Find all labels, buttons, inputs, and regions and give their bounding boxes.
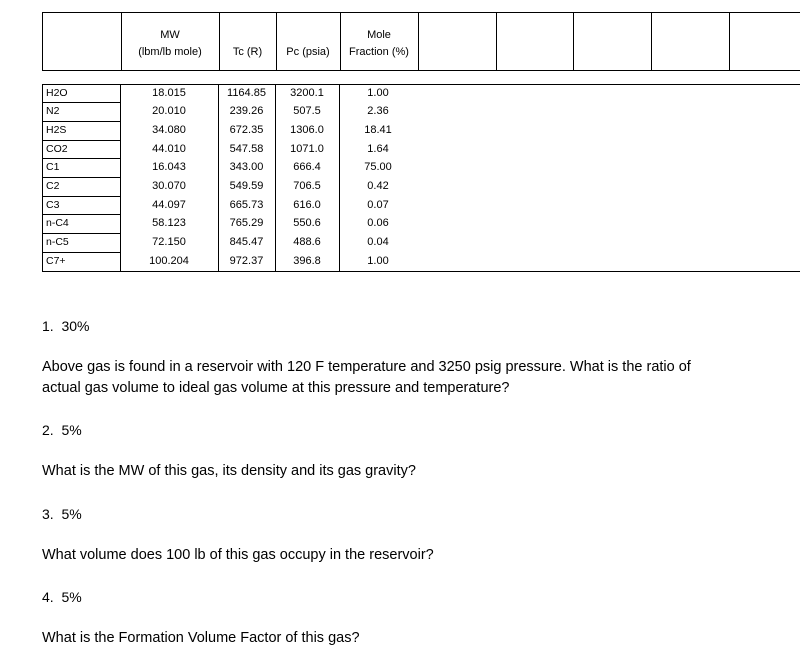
- component-name: H2O: [46, 87, 68, 99]
- mw-value: 44.097: [152, 199, 186, 211]
- mole-value: 0.04: [367, 236, 389, 248]
- mw-value: 18.015: [152, 87, 186, 99]
- question-3-text: What volume does 100 lb of this gas occupy in the reservoir?: [42, 547, 434, 563]
- mw-value: 16.043: [152, 161, 186, 173]
- question-3-label: [42, 505, 82, 523]
- tc-value: 972.37: [229, 255, 264, 267]
- component-name: CO2: [46, 143, 68, 155]
- mole-value: 1.64: [367, 143, 389, 155]
- question-number: 3.: [42, 506, 54, 522]
- tc-value: 672.35: [229, 124, 264, 136]
- pc-value: 507.5: [293, 105, 321, 117]
- mw-value: 100.204: [149, 255, 189, 267]
- tc-value: 845.47: [229, 236, 264, 248]
- mw-value: 30.070: [152, 180, 186, 192]
- tc-value: 1164.85: [227, 87, 266, 99]
- pc-value: 396.8: [293, 255, 321, 267]
- tc-value: 665.73: [229, 199, 264, 211]
- mole-value: 0.42: [367, 180, 389, 192]
- tc-value: 549.59: [229, 180, 264, 192]
- question-number: 1.: [42, 318, 54, 334]
- question-1-label: [42, 317, 90, 335]
- table-header: [42, 12, 800, 71]
- mole-value: 75.00: [364, 161, 392, 173]
- mole-value: 1.00: [367, 87, 389, 99]
- column-divider: [42, 84, 43, 272]
- component-name: N2: [46, 105, 60, 117]
- question-4-text: What is the Formation Volume Factor of this gas?: [42, 630, 360, 646]
- question-weight: 5%: [61, 422, 82, 438]
- column-divider: [496, 13, 497, 70]
- component-name: C2: [46, 180, 60, 192]
- header-mw: MW: [160, 29, 180, 41]
- question-number: 2.: [42, 422, 54, 438]
- pc-value: 666.4: [293, 161, 321, 173]
- question-2-label: [42, 421, 82, 439]
- tc-value: 765.29: [229, 217, 264, 229]
- component-name: C1: [46, 161, 60, 173]
- question-4-label: [42, 588, 82, 606]
- mole-value: 18.41: [364, 124, 392, 136]
- mw-value: 44.010: [152, 143, 186, 155]
- question-2-text: What is the MW of this gas, its density and its gas gravity?: [42, 463, 416, 479]
- header-mole-fraction: Fraction (%): [349, 46, 409, 58]
- row-line: [42, 271, 800, 272]
- header-mole: Mole: [367, 29, 391, 41]
- column-divider: [418, 13, 419, 70]
- component-name: n-C4: [46, 217, 69, 229]
- pc-value: 1306.0: [290, 124, 324, 136]
- header-tc: Tc (R): [232, 46, 263, 58]
- mole-value: 0.07: [367, 199, 389, 211]
- header-pc: Pc (psia): [286, 46, 330, 58]
- question-number: 4.: [42, 589, 54, 605]
- tc-value: 547.58: [229, 143, 264, 155]
- column-divider: [651, 13, 652, 70]
- header-mw-unit: (lbm/lb mole): [138, 46, 202, 58]
- component-table: [42, 84, 800, 272]
- component-name: n-C5: [46, 236, 69, 248]
- pc-value: 3200.1: [290, 87, 324, 99]
- mw-value: 34.080: [152, 124, 186, 136]
- column-divider: [276, 13, 277, 70]
- tc-value: 343.00: [229, 161, 264, 173]
- pc-value: 550.6: [293, 217, 321, 229]
- question-weight: 30%: [61, 318, 90, 334]
- mw-value: 20.010: [152, 105, 186, 117]
- question-weight: 5%: [61, 589, 82, 605]
- column-divider: [573, 13, 574, 70]
- mole-value: 0.06: [367, 217, 389, 229]
- column-divider: [219, 13, 220, 70]
- question-1-text: Above gas is found in a reservoir with 120 F temperature and 3250 psig pressure. What is the ratio of actual gas volume to ideal gas volume at this pressure and temperature?: [42, 359, 691, 396]
- question-weight: 5%: [61, 506, 82, 522]
- component-name: C7+: [46, 255, 66, 267]
- pc-value: 616.0: [293, 199, 321, 211]
- mw-value: 58.123: [152, 217, 186, 229]
- mw-value: 72.150: [152, 236, 186, 248]
- mole-value: 1.00: [367, 255, 389, 267]
- component-name: H2S: [46, 124, 67, 136]
- mole-value: 2.36: [367, 105, 389, 117]
- tc-value: 239.26: [229, 105, 264, 117]
- column-divider: [729, 13, 730, 70]
- component-name: C3: [46, 199, 60, 211]
- pc-value: 1071.0: [290, 143, 324, 155]
- pc-value: 488.6: [293, 236, 321, 248]
- pc-value: 706.5: [293, 180, 321, 192]
